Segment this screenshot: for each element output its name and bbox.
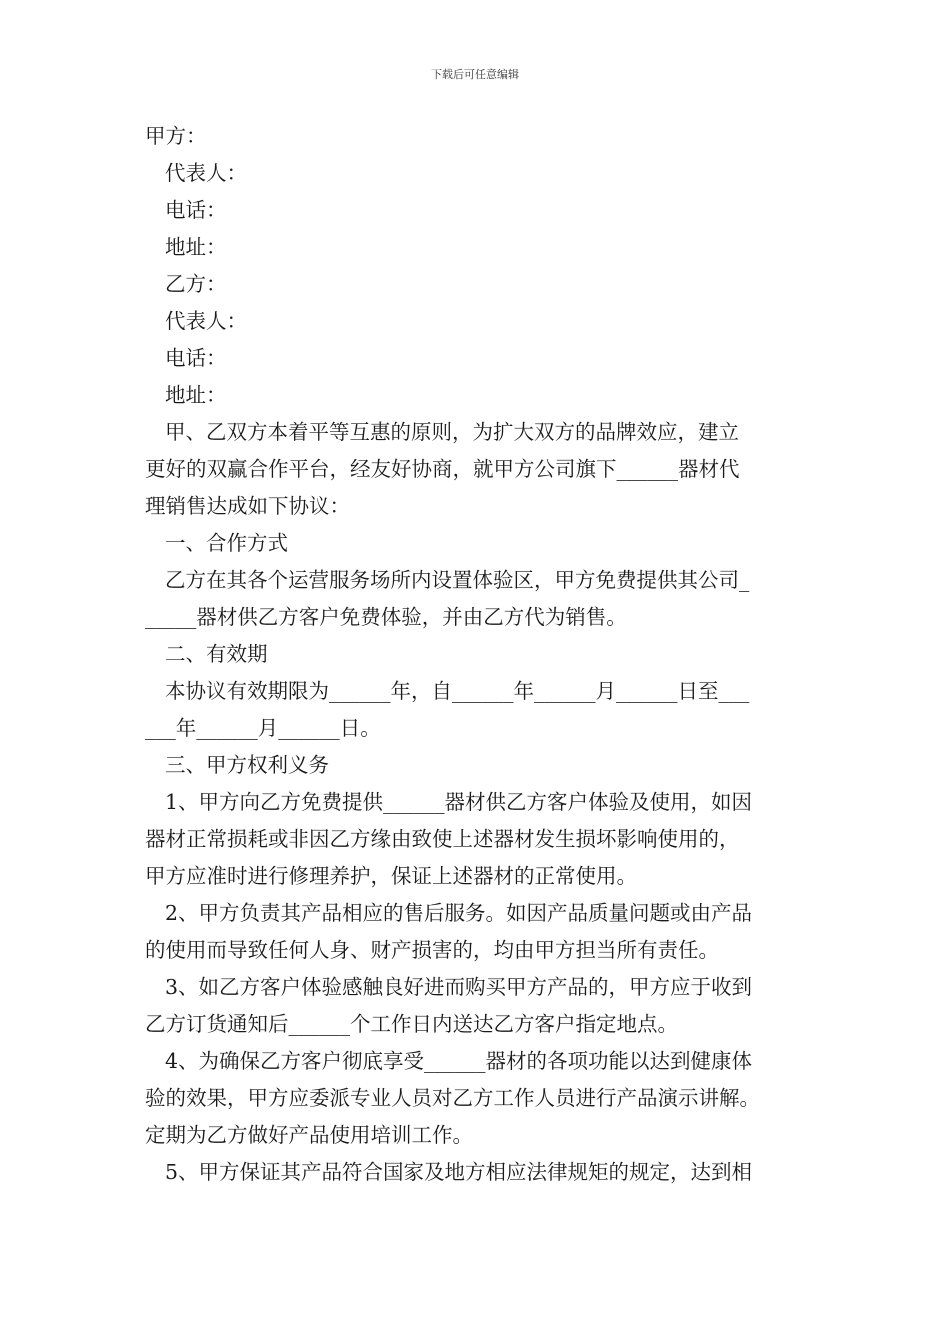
page-header-note: 下载后可任意编辑 (431, 68, 519, 81)
doc-line: 器材正常损耗或非因乙方缘由致使上述器材发生损坏影响使用的， (145, 827, 740, 851)
section-heading: 三、甲方权利义务 (165, 753, 329, 777)
doc-line: 定期为乙方做好产品使用培训工作。 (145, 1123, 473, 1147)
doc-line: 5、甲方保证其产品符合国家及地方相应法律规矩的规定，达到相 (165, 1160, 753, 1184)
doc-line: 甲、乙双方本着平等互惠的原则，为扩大双方的品牌效应，建立 (165, 420, 739, 444)
doc-line: 代表人： (165, 309, 247, 333)
doc-line: 代表人： (165, 161, 247, 185)
doc-line: 乙方： (165, 272, 227, 296)
doc-line: 乙方订货通知后______个工作日内送达乙方客户指定地点。 (145, 1012, 678, 1036)
doc-line: 的使用而导致任何人身、财产损害的，均由甲方担当所有责任。 (145, 938, 719, 962)
doc-line: 地址： (165, 383, 227, 407)
doc-line: 4、为确保乙方客户彻底享受______器材的各项功能以达到健康体 (165, 1049, 753, 1073)
document-body (145, 118, 805, 1191)
doc-line: 地址： (165, 235, 227, 259)
section-heading: 一、合作方式 (165, 531, 288, 555)
doc-line: 更好的双赢合作平台，经友好协商，就甲方公司旗下______器材代 (145, 457, 740, 481)
doc-line: 3、如乙方客户体验感触良好进而购买甲方产品的，甲方应于收到 (165, 975, 753, 999)
doc-line: 乙方在其各个运营服务场所内设置体验区，甲方免费提供其公司_ (165, 568, 750, 592)
doc-line: 1、甲方向乙方免费提供______器材供乙方客户体验及使用，如因 (165, 790, 753, 814)
doc-line: 验的效果，甲方应委派专业人员对乙方工作人员进行产品演示讲解。 (145, 1086, 760, 1110)
doc-line: 电话： (165, 198, 227, 222)
doc-line: _____器材供乙方客户免费体验，并由乙方代为销售。 (145, 605, 627, 629)
doc-line: ___年______月______日。 (145, 716, 381, 740)
doc-line: 2、甲方负责其产品相应的售后服务。如因产品质量问题或由产品 (165, 901, 753, 925)
doc-line: 本协议有效期限为______年，自______年______月______日至___ (165, 679, 750, 703)
section-heading: 二、有效期 (165, 642, 268, 666)
doc-line: 理销售达成如下协议： (145, 494, 350, 518)
doc-line: 电话： (165, 346, 227, 370)
doc-line: 甲方： (145, 124, 207, 148)
doc-line: 甲方应准时进行修理养护，保证上述器材的正常使用。 (145, 864, 637, 888)
